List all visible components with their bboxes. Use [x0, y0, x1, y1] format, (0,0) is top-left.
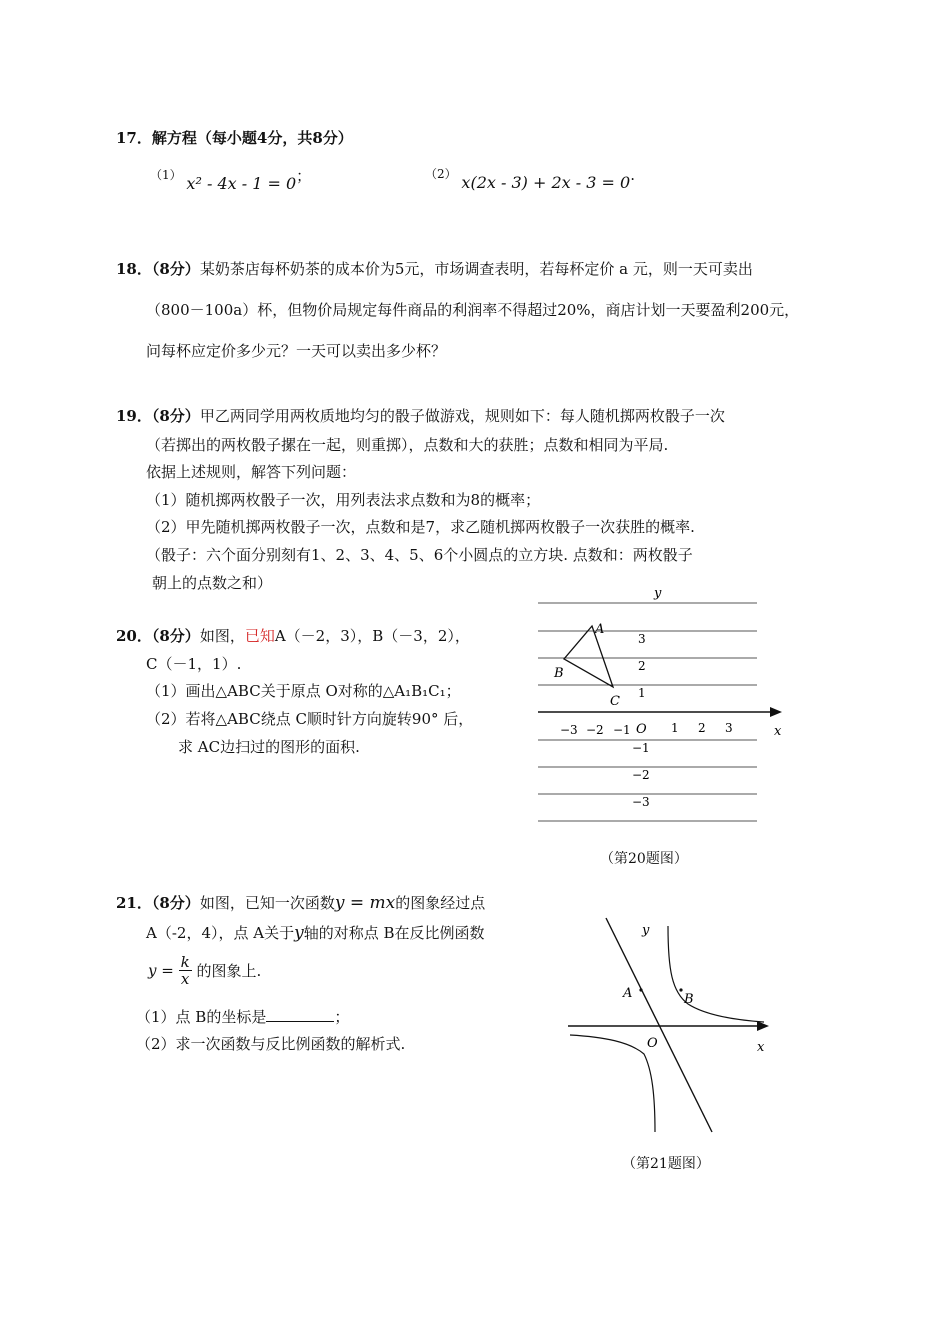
q20-known: 已知: [244, 627, 275, 645]
x-tick: −2: [586, 723, 604, 737]
point-a-label: A: [623, 986, 633, 1001]
q18-number: 18．: [116, 260, 152, 278]
q19-number: 19．: [116, 407, 152, 425]
q19-text-2: （若掷出的两枚骰子摞在一起，则重掷），点数和大的获胜；点数和相同为平局.: [146, 436, 669, 454]
x-tick: −3: [560, 723, 578, 737]
q20-text-4: （2）若将△ABC绕点 C顺时针方向旋转90° 后，: [146, 710, 474, 728]
q18-line-1: [116, 258, 753, 279]
q21-fraction: [179, 954, 192, 987]
q17-heading: [116, 127, 353, 148]
q21-frac-lhs: y =: [148, 961, 174, 980]
y-tick: 1: [638, 686, 646, 700]
q21-points: （8分）: [151, 894, 200, 912]
q17-part2-end: .: [630, 166, 635, 184]
q21-line1-post: 的图象经过点: [395, 894, 486, 912]
q21-frac-den: x: [180, 970, 190, 988]
q20-text-3: （1）画出△ABC关于原点 O对称的△A₁B₁C₁；: [146, 682, 461, 700]
q20-points: （8分）: [151, 627, 200, 645]
q20-text-2: C（－1，1）.: [146, 655, 242, 673]
point-a-label: A: [595, 622, 605, 637]
q17-equation-2: x(2x - 3) + 2x - 3 = 0: [461, 173, 631, 192]
q21-line-3: [148, 954, 261, 987]
y-tick: 2: [638, 659, 646, 673]
q19-points: （8分）: [151, 407, 200, 425]
q17-part2: [425, 163, 635, 192]
q21-line3-post: 的图象上.: [196, 962, 262, 980]
q20-number: 20．: [116, 627, 152, 645]
point-b-label: B: [554, 666, 564, 681]
y-tick: −3: [632, 795, 650, 809]
q17-part2-label: （2）: [425, 167, 457, 181]
q18-text-3: 问每杯应定价多少元？一天可以卖出多少杯？: [146, 342, 447, 360]
q19-text-4: （1）随机掷两枚骰子一次，用列表法求点数和为8的概率；: [146, 491, 541, 509]
q19-line-1: [116, 405, 725, 426]
q19-text-1: 甲乙两同学用两枚质地均匀的骰子做游戏，规则如下：每人随机掷两枚骰子一次: [199, 407, 725, 425]
y-tick: −2: [632, 768, 650, 782]
x-tick: 1: [671, 721, 679, 735]
q21-line-1: [116, 892, 485, 913]
q18-points: （8分）: [151, 260, 200, 278]
origin-label: O: [647, 1036, 658, 1051]
q20-text-5: 求 AC边扫过的图形的面积.: [178, 738, 360, 756]
hyperbola-branch-2: [570, 1035, 655, 1132]
linear-function-line: [606, 918, 712, 1132]
q19-text-3: 依据上述规则，解答下列问题：: [146, 463, 357, 481]
x-axis-label: x: [774, 724, 782, 739]
origin-label: O: [636, 722, 647, 737]
q21-line-4: [136, 1006, 349, 1027]
x-tick: −1: [613, 723, 631, 737]
q20-caption: （第20题图）: [600, 851, 688, 867]
q21-figure: [560, 910, 780, 1140]
q21-line2-post: 轴的对称点 B在反比例函数: [303, 924, 485, 942]
q18-text-2: （800－100a）杯，但物价局规定每件商品的利润率不得超过20%，商店计划一天要盈利200元，: [146, 301, 800, 319]
q21-line2-y: y: [294, 923, 304, 943]
q17-part1: [150, 163, 312, 193]
q19-text-5: （2）甲先随机掷两枚骰子一次，点数和是7，求乙随机掷两枚骰子一次获胜的概率.: [146, 518, 695, 536]
point-b: [679, 988, 682, 991]
q17-title: 解方程（每小题4分，共8分）: [151, 129, 353, 147]
q21-linear-eq: y = mx: [334, 893, 396, 913]
q21-text-4: （1）点 B的坐标是: [136, 1008, 267, 1026]
q17-part1-label: （1）: [150, 168, 182, 182]
q19-text-7: 朝上的点数之和）: [152, 574, 273, 592]
y-axis-label: y: [642, 923, 650, 938]
q21-frac-num: k: [180, 953, 190, 971]
q17-equation-1: x² - 4x - 1 = 0: [186, 174, 297, 193]
x-tick: 2: [698, 721, 706, 735]
x-axis-label: x: [757, 1040, 765, 1055]
y-axis-label: y: [654, 586, 662, 601]
point-a: [639, 988, 642, 991]
q18-text-1: 某奶茶店每杯奶茶的成本价为5元，市场调查表明，若每杯定价 a 元，则一天可卖出: [199, 260, 753, 278]
triangle-abc: [564, 626, 613, 687]
q21-caption: （第21题图）: [622, 1156, 710, 1172]
y-tick: 3: [638, 632, 646, 646]
q17-number: 17．: [116, 129, 152, 147]
q20-line1-rest: A（－2，3），B（－3，2），: [274, 627, 470, 645]
q20-figure: [530, 580, 800, 830]
y-tick: −1: [632, 741, 650, 755]
q21-line1-pre: 如图，已知一次函数: [199, 894, 335, 912]
x-axis-arrow: [770, 707, 782, 717]
point-c-label: C: [610, 694, 620, 709]
q19-text-6: （骰子：六个面分别刻有1、2、3、4、5、6个小圆点的立方块. 点数和：两枚骰子: [146, 546, 693, 564]
q20-intro: 如图，: [199, 627, 245, 645]
q21-line-2: [146, 922, 485, 943]
answer-blank: [266, 1007, 334, 1022]
q21-line2-pre: A（-2，4），点 A关于: [146, 924, 295, 942]
q20-line-1: [116, 625, 470, 646]
point-b-label: B: [684, 992, 694, 1007]
hyperbola-branch-1: [668, 926, 764, 1022]
q17-part1-end: ；: [296, 167, 312, 185]
q21-text-5: （2）求一次函数与反比例函数的解析式.: [136, 1035, 406, 1053]
x-tick: 3: [725, 721, 733, 735]
q21-number: 21．: [116, 894, 152, 912]
q21-line4-end: ；: [334, 1008, 350, 1026]
